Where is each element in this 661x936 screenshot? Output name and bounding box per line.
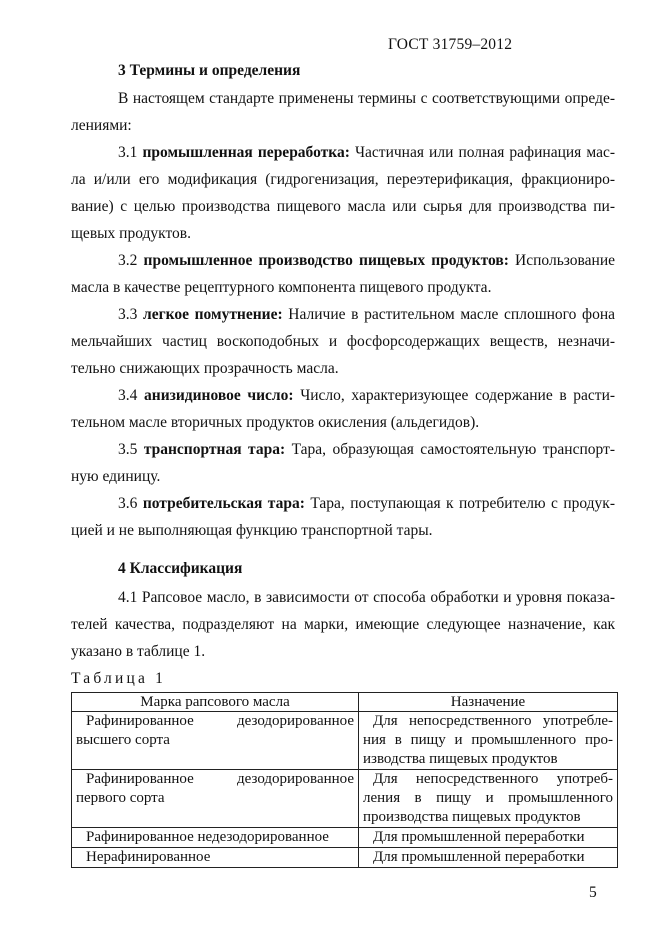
term-line: вание) с целью производства пищевого масла или сырья для производства пи-: [71, 198, 615, 215]
section-4-title: 4 Классификация: [118, 560, 243, 577]
grade-line: высшего сорта: [76, 732, 170, 748]
purpose-line: Для непосредственного употреб-: [373, 771, 613, 787]
term-line: тельно снижающих прозрачность масла.: [71, 360, 339, 377]
grade-line: первого сорта: [76, 790, 165, 806]
term-line: щевых продуктов.: [71, 225, 191, 242]
term-definition: Число, характеризующее содержание в расти-: [300, 387, 616, 404]
term-definition: Использование: [515, 252, 616, 269]
grade-line: Нерафинированное: [86, 849, 211, 865]
term-line: мельчайших частиц воскоподобных и фосфорсодержащих веществ, незначи-: [71, 333, 615, 350]
para-line: телей качества, подразделяют на марки, имеющие следующее назначение, как: [71, 616, 615, 633]
term-name: легкое помутнение:: [143, 306, 283, 323]
column-header-grade: Марка рапсового масла: [72, 693, 359, 712]
purpose-line: ния в пищу и промышленного про-: [363, 732, 613, 748]
term-definition: Тара, поступающая к потребителю с продук-: [310, 495, 615, 512]
term-3-6: [118, 495, 615, 513]
section-3-title: 3 Термины и определения: [118, 62, 301, 79]
purpose-cell: [359, 828, 618, 848]
grade-cell: [72, 828, 359, 848]
term-definition: Частичная или полная рафинация мас-: [354, 144, 615, 161]
term-3-4: [118, 387, 615, 405]
purpose-line: ления в пищу и промышленного: [363, 790, 613, 806]
table-header-row: [72, 693, 618, 712]
term-line: ную единицу.: [71, 468, 161, 485]
grade-cell: [72, 712, 359, 770]
table-row: [72, 828, 618, 848]
purpose-line: Для промышленной переработки: [373, 829, 585, 845]
purpose-cell: [359, 848, 618, 868]
term-number: 3.1: [118, 144, 138, 161]
grade-cell: [72, 770, 359, 828]
intro-line: В настоящем стандарте применены термины с соответствующими опреде-: [118, 90, 615, 107]
grades-table: [71, 692, 618, 868]
page-number: 5: [589, 884, 597, 901]
term-name: промышленное производство пищевых продуктов:: [143, 252, 509, 269]
purpose-line: Для промышленной переработки: [373, 849, 585, 865]
term-name: анизидиновое число:: [144, 387, 294, 404]
grade-cell: [72, 848, 359, 868]
column-header-purpose: Назначение: [359, 693, 618, 712]
term-line: масла в качестве рецептурного компонента пищевого продукта.: [71, 279, 492, 296]
term-line: ла и/или его модификация (гидрогенизация, переэтерификация, фракционирo-: [71, 171, 615, 188]
intro-line: лениями:: [71, 117, 132, 134]
term-name: промышленная переработка:: [142, 144, 350, 161]
term-number: 3.5: [118, 441, 138, 458]
term-3-5: [118, 441, 615, 459]
term-line: цией и не выполняющая функцию транспортной тары.: [71, 522, 433, 539]
purpose-line: изводства пищевых продуктов: [363, 751, 558, 767]
term-number: 3.2: [118, 252, 138, 269]
purpose-line: Для непосредственного употребле-: [373, 713, 613, 729]
grade-line: Рафинированное дезодорированное: [86, 713, 354, 729]
term-number: 3.3: [118, 306, 138, 323]
term-3-3: [118, 306, 615, 324]
term-name: транспортная тара:: [143, 441, 286, 458]
grade-line: Рафинированное недезодорированное: [86, 829, 329, 845]
term-number: 3.4: [118, 387, 138, 404]
term-3-2: [118, 252, 615, 270]
table-caption: Таблица 1: [71, 670, 167, 687]
purpose-cell: [359, 770, 618, 828]
term-3-1: [118, 144, 615, 162]
table-row: [72, 712, 618, 770]
term-line: тельном масле вторичных продуктов окисления (альдегидов).: [71, 414, 480, 431]
term-name: потребительская тара:: [142, 495, 305, 512]
para-line: 4.1 Рапсовое масло, в зависимости от способа обработки и уровня показа-: [118, 589, 615, 606]
purpose-line: производства пищевых продуктов: [363, 809, 581, 825]
term-definition: Наличие в растительном масле сплошного фона: [288, 306, 616, 323]
table-row: [72, 770, 618, 828]
para-line: указано в таблице 1.: [71, 643, 206, 660]
term-definition: Тара, образующая самостоятельную транспорт-: [291, 441, 616, 458]
table-row: [72, 848, 618, 868]
term-number: 3.6: [118, 495, 138, 512]
purpose-cell: [359, 712, 618, 770]
document-header: ГОСТ 31759–2012: [388, 36, 513, 53]
grade-line: Рафинированное дезодорированное: [86, 771, 354, 787]
